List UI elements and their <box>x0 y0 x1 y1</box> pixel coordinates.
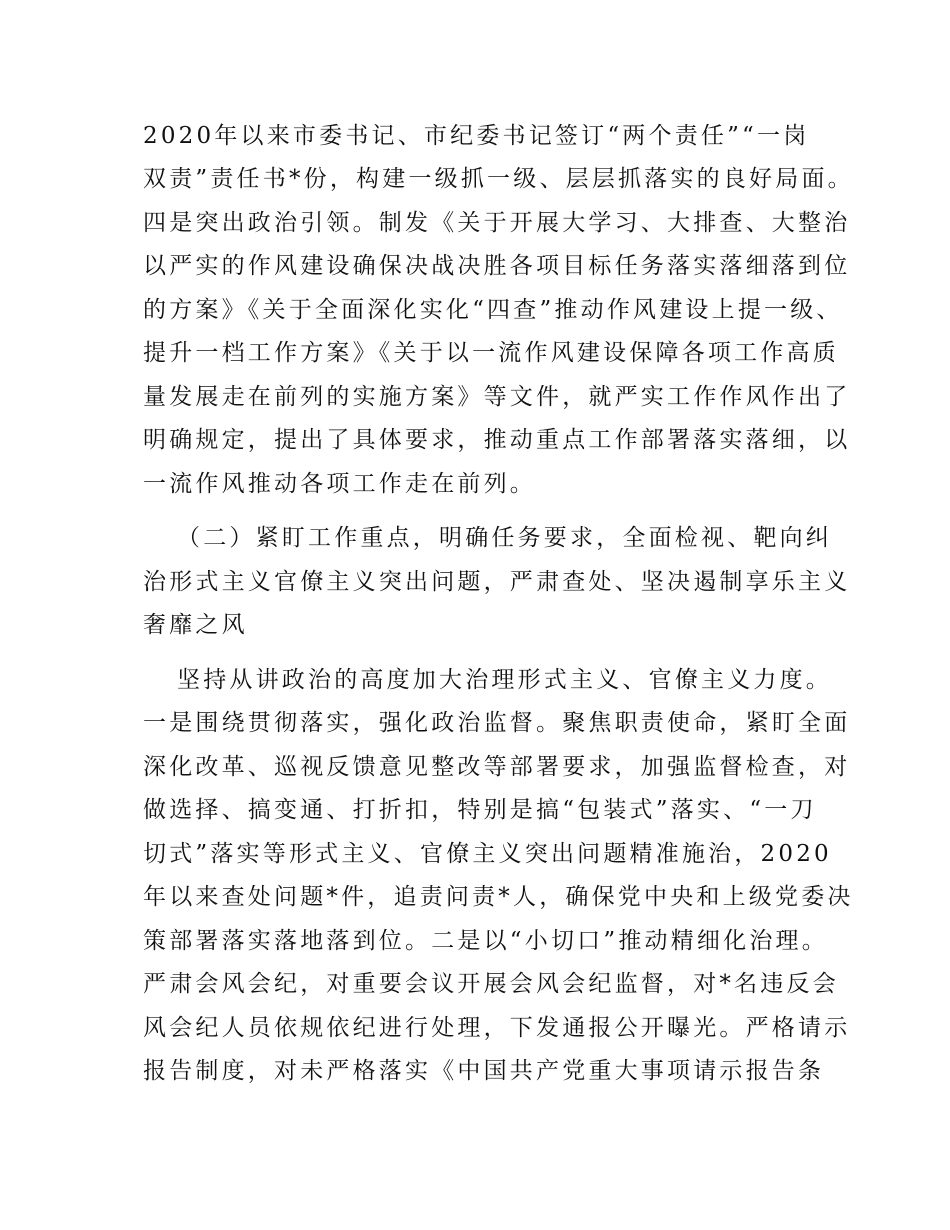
body-text-line: 四是突出政治引领。制发《关于开展大学习、大排查、大整治 <box>143 210 851 236</box>
body-text-line: 明确规定，提出了具体要求，推动重点工作部署落实落细，以 <box>143 427 851 453</box>
section-heading-line: 治形式主义官僚主义突出问题，严肃查处、坚决遏制享乐主义 <box>143 569 851 595</box>
body-text-line: 以严实的作风建设确保决战决胜各项目标任务落实落细落到位 <box>143 253 851 279</box>
section-heading-line: 奢靡之风 <box>143 612 248 638</box>
body-text-line: 的方案》《关于全面深化实化“四查”推动作风建设上提一级、 <box>143 297 843 323</box>
body-text-line: 量发展走在前列的实施方案》等文件，就严实工作作风作出了 <box>143 384 851 410</box>
body-text-line: 深化改革、巡视反馈意见整改等部署要求，加强监督检查，对 <box>143 754 851 780</box>
body-text-line: 双责”责任书*份，构建一级抓一级、层层抓落实的良好局面。 <box>143 166 854 192</box>
body-text-line: 切式”落实等形式主义、官僚主义突出问题精准施治，2020 <box>143 841 832 867</box>
body-text-line: 一流作风推动各项工作走在前列。 <box>143 471 536 497</box>
body-text-line: 风会纪人员依规依纪进行处理，下发通报公开曝光。严格请示 <box>143 1015 851 1041</box>
body-text-line: 策部署落实落地落到位。二是以“小切口”推动精细化治理。 <box>143 928 828 954</box>
body-text-line: 报告制度，对未严格落实《中国共产党重大事项请示报告条 <box>143 1058 825 1084</box>
body-text-line: 2020年以来市委书记、市纪委书记签订“两个责任”“一岗 <box>143 123 810 149</box>
body-text-line: 一是围绕贯彻落实，强化政治监督。聚焦职责使命，紧盯全面 <box>143 710 851 736</box>
body-text-line: 做选择、搞变通、打折扣，特别是搞“包装式”落实、“一刀 <box>143 797 817 823</box>
body-text-line: 年以来查处问题*件，追责问责*人，确保党中央和上级党委决 <box>143 884 854 910</box>
body-text-line: 坚持从讲政治的高度加大治理形式主义、官僚主义力度。 <box>177 667 832 693</box>
section-heading-line: （二）紧盯工作重点，明确任务要求，全面检视、靶向纠 <box>177 525 832 551</box>
body-text-line: 严肃会风会纪，对重要会议开展会风会纪监督，对*名违反会 <box>143 971 839 997</box>
body-text-line: 提升一档工作方案》《关于以一流作风建设保障各项工作高质 <box>143 340 839 366</box>
